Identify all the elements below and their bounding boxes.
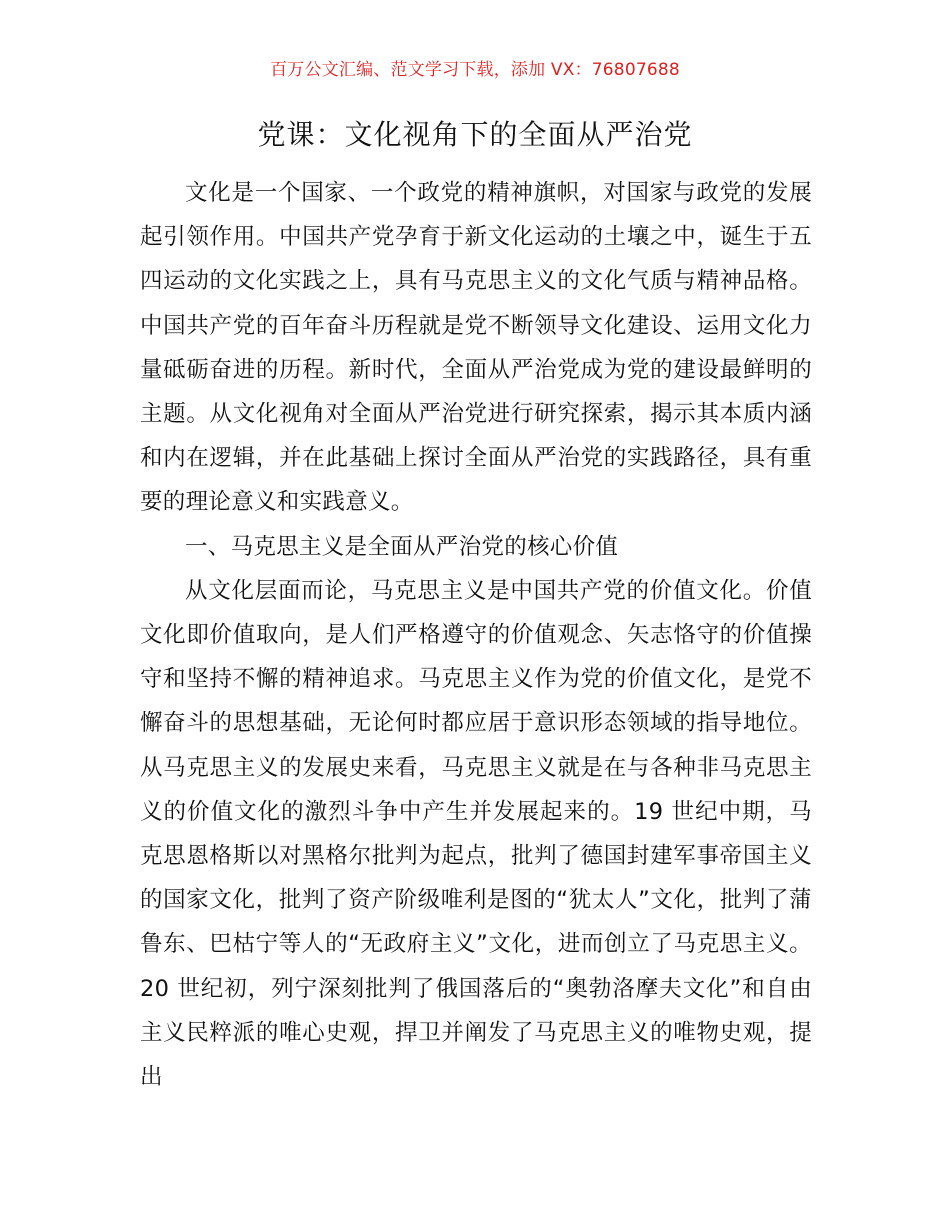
document-title: 党课：文化视角下的全面从严治党 [257,118,693,151]
section-paragraph: 从文化层面而论，马克思主义是中国共产党的价值文化。价值文化即价值取向，是人们严格遵守的价值观念、矢志恪守的价值操守和坚持不懈的精神追求。马克思主义作为党的价值文化，是党不懈奋斗的思想基础，无论何时都应居于意识形态领域的指导地位。从马克思主义的发展史来看，马克思主义就是在与各种非马克思主义的价值文化的激烈斗争中产生并发展起来的。19 世纪中期，马克思恩格斯以对黑格尔批判为起点，批判了德国封建军事帝国主义的国家文化，批判了资产阶级唯利是图的“犹太人”文化，批判了蒲鲁东、巴枯宁等人的“无政府主义”文化，进而创立了马克思主义。20 世纪初，列宁深刻批判了俄国落后的“奥勃洛摩夫文化”和自由主义民粹派的唯心史观，捍卫并阐发了马克思主义的唯物史观，提出 [140,577,812,1091]
document-body [140,171,812,1099]
watermark-header: 百万公文汇编、范文学习下载，添加 VX：76807688 [270,60,680,80]
intro-paragraph: 文化是一个国家、一个政党的精神旗帜，对国家与政党的发展起引领作用。中国共产党孕育于新文化运动的土壤之中，诞生于五四运动的文化实践之上，具有马克思主义的文化气质与精神品格。中国共产党的百年奋斗历程就是党不断领导文化建设、运用文化力量砥砺奋进的历程。新时代，全面从严治党成为党的建设最鲜明的主题。从文化视角对全面从严治党进行研究探索，揭示其本质内涵和内在逻辑，并在此基础上探讨全面从严治党的实践路径，具有重要的理论意义和实践意义。 [140,180,812,516]
section-heading: 一、马克思主义是全面从严治党的核心价值 [185,533,619,560]
